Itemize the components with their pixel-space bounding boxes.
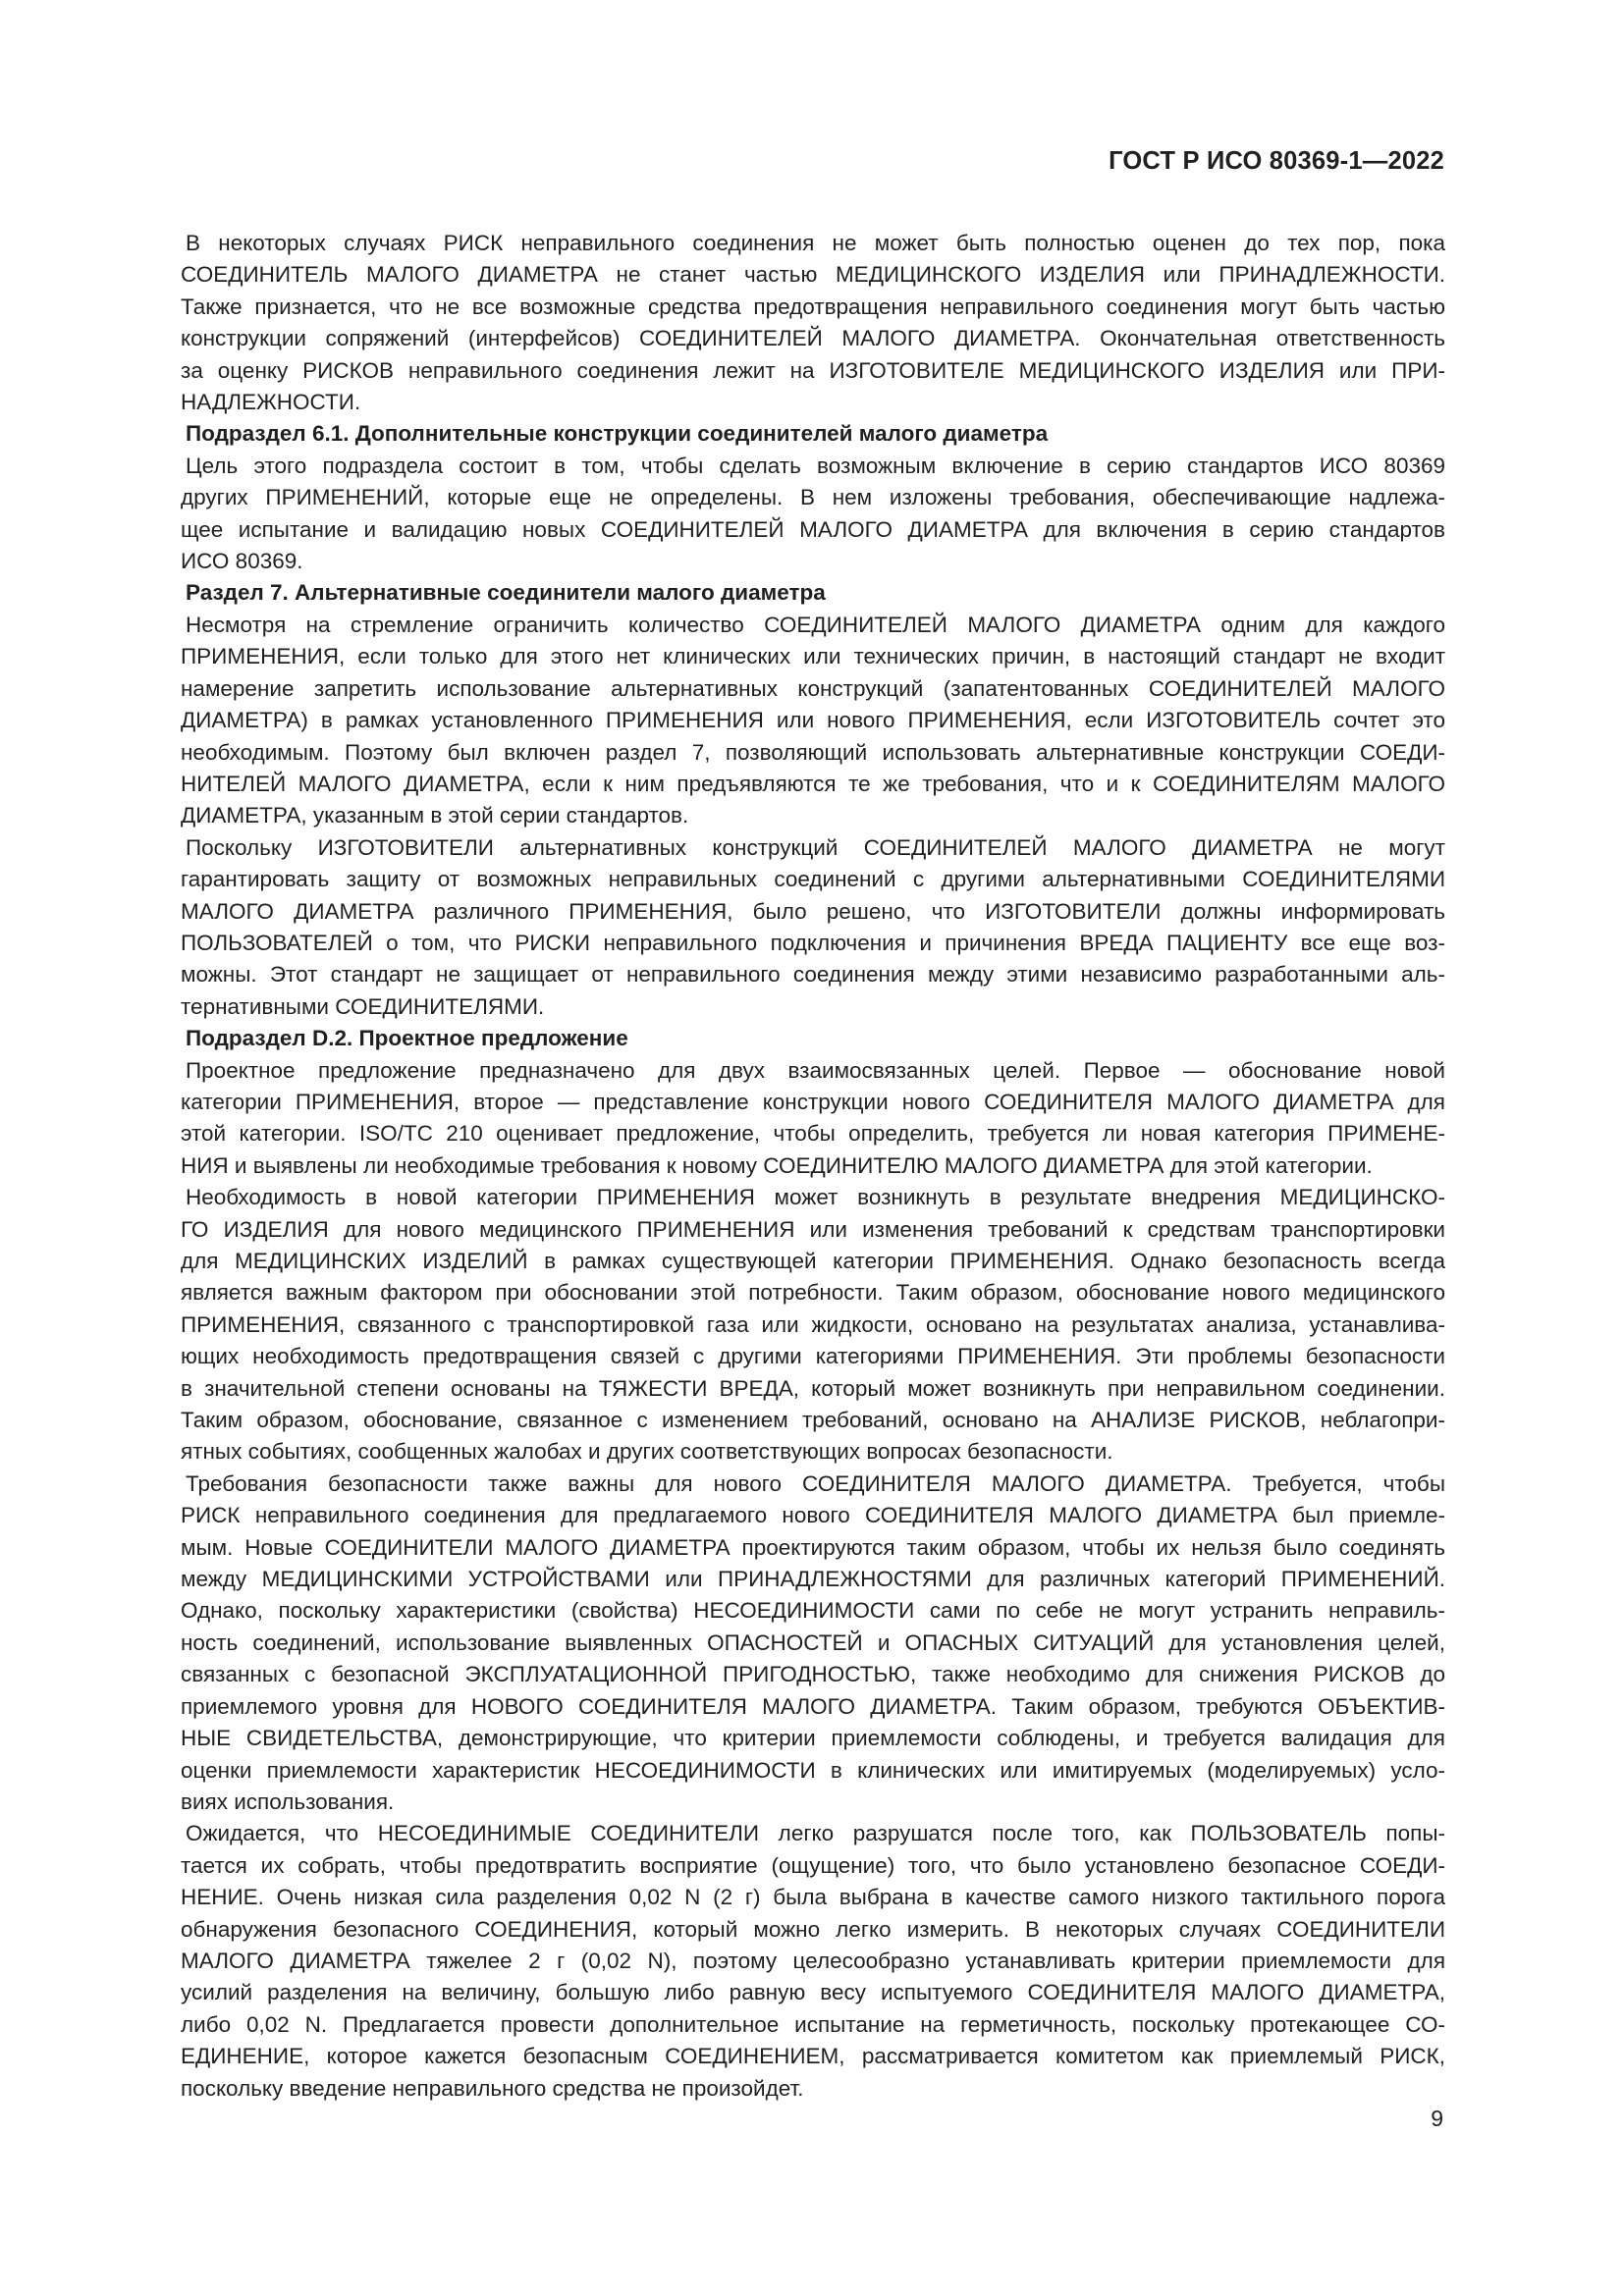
paragraph [181,451,1445,578]
text-line: ПОЛЬЗОВАТЕЛЕЙ о том, что РИСКИ неправильного подключения и причинения ВРЕДА ПАЦИЕНТУ все еще воз- [181,930,1445,955]
text-line: В некоторых случаях РИСК неправильного соединения не может быть полностью оценен до тех пор, пока [186,231,1445,255]
text-line: РИСК неправильного соединения для предлагаемого нового СОЕДИНИТЕЛЯ МАЛОГО ДИАМЕТРА был приемле- [181,1503,1445,1528]
text-line: ЕДИНЕНИЕ, которое кажется безопасным СОЕДИНЕНИЕМ, рассматривается комитетом как приемлемый РИСК, [181,2044,1445,2069]
text-line: Проектное предложение предназначено для двух взаимосвязанных целей. Первое — обоснование новой [186,1057,1445,1083]
text-line: является важным фактором при обосновании этой потребности. Таким образом, обоснование нового медицинского [181,1280,1445,1306]
text-line: Необходимость в новой категории ПРИМЕНЕНИЯ может возникнуть в результате внедрения МЕДИЦИНСКО- [186,1185,1445,1210]
paragraph [181,610,1445,832]
text-line: между МЕДИЦИНСКИМИ УСТРОЙСТВАМИ или ПРИНАДЛЕЖНОСТЯМИ для различных категорий ПРИМЕНЕНИЙ. [181,1567,1445,1592]
document-header [1109,147,1444,176]
text-line: Таким образом, обоснование, связанное с изменением требований, основано на АНАЛИЗЕ РИСКОВ, неблагопри- [181,1408,1445,1433]
text-line: приемлемого уровня для НОВОГО СОЕДИНИТЕЛЯ МАЛОГО ДИАМЕТРА. Таким образом, требуются ОБЪЕКТИВ- [181,1693,1445,1719]
text-line: ПРИМЕНЕНИЯ, если только для этого нет клинических или технических причин, в настоящий стандарт не входит [181,644,1445,669]
text-line: Ожидается, что НЕСОЕДИНИМЫЕ СОЕДИНИТЕЛИ легко разрушатся после того, как ПОЛЬЗОВАТЕЛЬ попы- [186,1821,1445,1846]
text-line: НЫЕ СВИДЕТЕЛЬСТВА, демонстрирующие, что критерии приемлемости соблюдены, и требуется валидация для [181,1726,1445,1751]
section-heading: Раздел 7. Альтернативные соединители малого диаметра [186,580,826,606]
text-line: в значительной степени основаны на ТЯЖЕСТИ ВРЕДА, который может возникнуть при неправильном соединении. [181,1375,1445,1401]
text-line: МАЛОГО ДИАМЕТРА тяжелее 2 г (0,02 N), поэтому целесообразно устанавливать критерии приемлемости для [181,1948,1445,1973]
document-id: ГОСТ Р ИСО 80369-1—2022 [1109,147,1444,175]
text-line: для МЕДИЦИНСКИХ ИЗДЕЛИЙ в рамках существующей категории ПРИМЕНЕНИЯ. Однако безопасность всегда [181,1249,1445,1273]
text-line: Также признается, что не все возможные средства предотвращения неправильного соединения могут быть частью [181,294,1445,319]
text-line: ПРИМЕНЕНИЯ, связанного с транспортировкой газа или жидкости, основано на результатах анализа, устанавлива- [181,1311,1445,1337]
text-line: НЕНИЕ. Очень низкая сила разделения 0,02 N (2 г) была выбрана в качестве самого низкого тактильного порога [181,1885,1445,1910]
text-line: СОЕДИНИТЕЛЬ МАЛОГО ДИАМЕТРА не станет частью МЕДИЦИНСКОГО ИЗДЕЛИЯ или ПРИНАДЛЕЖНОСТИ. [181,262,1445,288]
text-line: гарантировать защиту от возможных неправильных соединений с другими альтернативными СОЕДИНИТЕЛЯМИ [181,867,1445,892]
text-line: Требования безопасности также важны для нового СОЕДИНИТЕЛЯ МАЛОГО ДИАМЕТРА. Требуется, чтобы [186,1470,1445,1496]
text-line: намерение запретить использование альтернативных конструкций (запатентованных СОЕДИНИТЕЛЕЙ МАЛОГО [181,675,1445,701]
text-line: ющих необходимость предотвращения связей с другими категориями ПРИМЕНЕНИЯ. Эти проблемы безопасности [181,1344,1445,1369]
paragraph [181,832,1445,1023]
text-line: конструкции сопряжений (интерфейсов) СОЕДИНИТЕЛЕЙ МАЛОГО ДИАМЕТРА. Окончательная ответственность [181,326,1445,351]
paragraph [181,1468,1445,1818]
text-line: НИЯ и выявлены ли необходимые требования к новому СОЕДИНИТЕЛЮ МАЛОГО ДИАМЕТРА для этой категории. [181,1152,1373,1178]
text-line: МАЛОГО ДИАМЕТРА различного ПРИМЕНЕНИЯ, было решено, что ИЗГОТОВИТЕЛИ должны информировать [181,898,1445,924]
document-body [181,228,1445,2105]
text-line: виях использования. [181,1789,395,1814]
text-line: связанных с безопасной ЭКСПЛУАТАЦИОННОЙ ПРИГОДНОСТЬЮ, также необходимо для снижения РИСКОВ до [181,1662,1445,1687]
text-line: мым. Новые СОЕДИНИТЕЛИ МАЛОГО ДИАМЕТРА проектируются таким образом, чтобы их нельзя было соединять [181,1534,1445,1560]
text-line: других ПРИМЕНЕНИЙ, которые еще не определены. В нем изложены требования, обеспечивающие надлежа- [181,485,1445,510]
text-line: обнаружения безопасного СОЕДИНЕНИЯ, который можно легко измерить. В некоторых случаях СОЕДИНИТЕЛИ [181,1916,1445,1942]
text-line: ДИАМЕТРА, указанным в этой серии стандартов. [181,803,689,828]
section-heading: Подраздел D.2. Проектное предложение [186,1026,628,1051]
section-heading: Подраздел 6.1. Дополнительные конструкции соединителей малого диаметра [186,421,1049,447]
text-line: ность соединений, использование выявленных ОПАСНОСТЕЙ и ОПАСНЫХ СИТУАЦИЙ для установления целей, [181,1629,1445,1655]
text-line: ДИАМЕТРА) в рамках установленного ПРИМЕНЕНИЯ или нового ПРИМЕНЕНИЯ, если ИЗГОТОВИТЕЛЬ сочтет это [181,708,1445,733]
paragraph [181,1818,1445,2105]
paragraph [181,1182,1445,1468]
text-line: оценки приемлемости характеристик НЕСОЕДИНИМОСТИ в клинических или имитируемых (моделируемых) усло- [181,1757,1445,1783]
text-line: категории ПРИМЕНЕНИЯ, второе — представление конструкции нового СОЕДИНИТЕЛЯ МАЛОГО ДИАМЕТРА для [181,1089,1445,1114]
text-line: НАДЛЕЖНОСТИ. [181,390,361,415]
text-line: тернативными СОЕДИНИТЕЛЯМИ. [181,993,545,1019]
text-line: Однако, поскольку характеристики (свойства) НЕСОЕДИНИМОСТИ сами по себе не могут устранить неправиль- [181,1598,1445,1624]
text-line: Поскольку ИЗГОТОВИТЕЛИ альтернативных конструкций СОЕДИНИТЕЛЕЙ МАЛОГО ДИАМЕТРА не могут [186,834,1445,860]
text-line: Цель этого подраздела состоит в том, чтобы сделать возможным включение в серию стандартов ИСО 80369 [186,453,1445,478]
text-line: либо 0,02 N. Предлагается провести дополнительное испытание на герметичность, поскольку протекающее СО- [181,2011,1445,2037]
text-line: ятных событиях, сообщенных жалобах и других соответствующих вопросах безопасности. [181,1439,1113,1465]
text-line: Несмотря на стремление ограничить количество СОЕДИНИТЕЛЕЙ МАЛОГО ДИАМЕТРА одним для каждого [186,612,1445,637]
text-line: поскольку введение неправильного средства не произойдет. [181,2075,804,2101]
text-line: за оценку РИСКОВ неправильного соединения лежит на ИЗГОТОВИТЕЛЕ МЕДИЦИНСКОГО ИЗДЕЛИЯ или ПРИ- [181,357,1445,383]
text-line: ГО ИЗДЕЛИЯ для нового медицинского ПРИМЕНЕНИЯ или изменения требований к средствам транспортировки [181,1216,1445,1242]
paragraph [181,228,1445,418]
text-line: щее испытание и валидацию новых СОЕДИНИТЕЛЕЙ МАЛОГО ДИАМЕТРА для включения в серию стандартов [181,516,1445,542]
paragraph [181,1055,1445,1183]
text-line: НИТЕЛЕЙ МАЛОГО ДИАМЕТРА, если к ним предъявляются те же требования, что и к СОЕДИНИТЕЛЯМ МАЛОГО [181,771,1445,796]
page-number: 9 [1431,2106,1443,2131]
text-line: можны. Этот стандарт не защищает от неправильного соединения между этими независимо разработанными аль- [181,962,1445,988]
text-line: усилий разделения на величину, большую либо равную весу испытуемого СОЕДИНИТЕЛЯ МАЛОГО ДИАМЕТРА, [181,1980,1445,2005]
text-line: тается их собрать, чтобы предотвратить восприятие (ощущение) того, что было установлено безопасное СОЕДИ- [181,1852,1445,1878]
text-line: необходимым. Поэтому был включен раздел 7, позволяющий использовать альтернативные конструкции СОЕДИ- [181,739,1445,765]
text-line: ИСО 80369. [181,549,303,574]
text-line: этой категории. ISO/TC 210 оценивает предложение, чтобы определить, требуется ли новая категория ПРИМЕНЕ- [181,1121,1445,1147]
